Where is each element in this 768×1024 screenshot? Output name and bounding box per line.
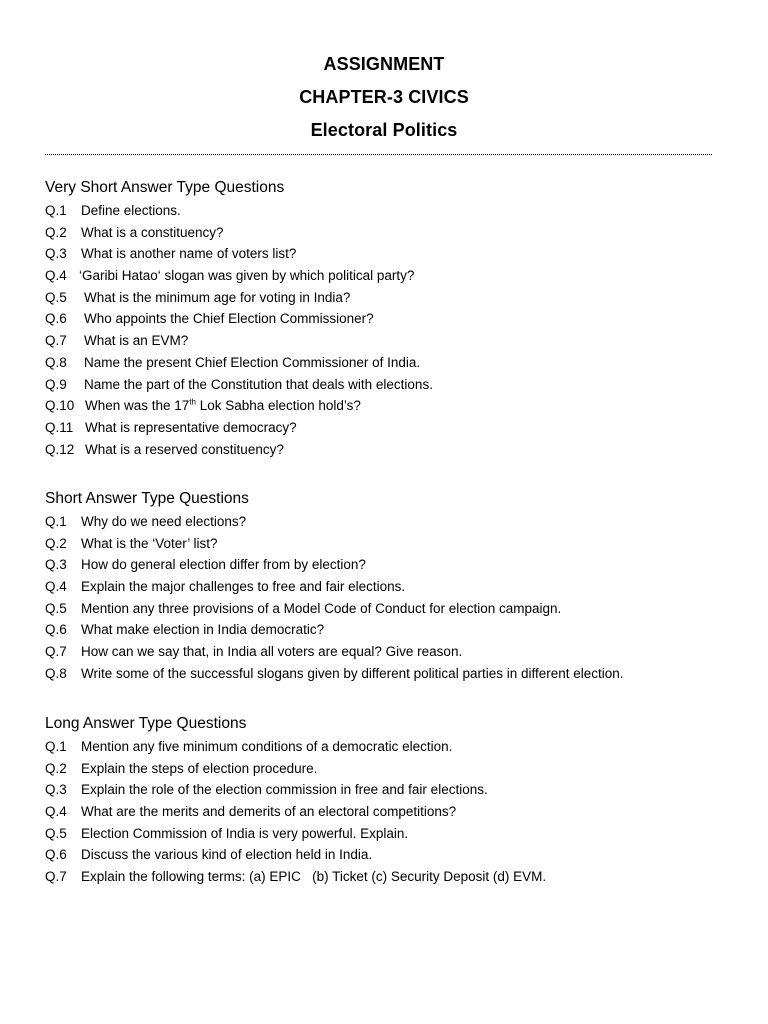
question-number: Q.7 bbox=[45, 644, 67, 660]
question-number: Q.4 bbox=[45, 268, 67, 284]
question-number: Q.8 bbox=[45, 665, 67, 681]
question-number: Q.2 bbox=[45, 760, 67, 776]
question-number: Q.5 bbox=[45, 600, 67, 616]
question-text: Write some of the successful slogans given by different political parties in different election. bbox=[81, 665, 624, 681]
question-item bbox=[45, 619, 745, 641]
question-item bbox=[45, 554, 745, 576]
question-text: How do general election differ from by election? bbox=[81, 557, 366, 573]
question-number: Q.6 bbox=[45, 847, 67, 863]
question-text: Explain the steps of election procedure. bbox=[81, 760, 318, 776]
document-header bbox=[0, 48, 768, 147]
question-number: Q.9 bbox=[45, 376, 67, 392]
question-text: Mention any five minimum conditions of a democratic election. bbox=[81, 739, 453, 754]
question-number: Q.3 bbox=[45, 246, 67, 262]
question-number: Q.2 bbox=[45, 224, 67, 240]
question-item bbox=[45, 352, 745, 374]
question-item bbox=[45, 576, 745, 598]
dotted-divider bbox=[45, 154, 712, 155]
question-number: Q.8 bbox=[45, 354, 67, 370]
question-item bbox=[45, 439, 745, 461]
question-item bbox=[45, 395, 745, 417]
question-text: What make election in India democratic? bbox=[81, 622, 325, 638]
topic-title: Electoral Politics bbox=[310, 120, 458, 140]
question-text: What is an EVM? bbox=[84, 333, 189, 349]
question-text: When was the 17th Lok Sabha election hold’s? bbox=[85, 397, 361, 414]
question-number: Q.7 bbox=[45, 869, 67, 885]
question-item bbox=[45, 758, 745, 780]
question-text: How can we say that, in India all voters are equal? Give reason. bbox=[81, 644, 463, 660]
question-item bbox=[45, 243, 745, 265]
question-text: Who appoints the Chief Election Commissioner? bbox=[84, 311, 374, 327]
question-item bbox=[45, 374, 745, 396]
question-item bbox=[45, 801, 745, 823]
question-item bbox=[45, 308, 745, 330]
question-text: What is another name of voters list? bbox=[81, 246, 297, 262]
question-number: Q.5 bbox=[45, 825, 67, 841]
question-number: Q.4 bbox=[45, 804, 67, 820]
question-item bbox=[45, 844, 745, 866]
question-number: Q.2 bbox=[45, 535, 67, 551]
question-text: Election Commission of India is very powerful. Explain. bbox=[81, 825, 409, 841]
question-number: Q.1 bbox=[45, 514, 67, 529]
question-item bbox=[45, 823, 745, 845]
question-item bbox=[45, 779, 745, 801]
question-text: Discuss the various kind of election held in India. bbox=[81, 847, 373, 863]
section-title: Very Short Answer Type Questions bbox=[45, 179, 285, 196]
question-item bbox=[45, 222, 745, 244]
question-text: Mention any three provisions of a Model Code of Conduct for election campaign. bbox=[81, 600, 562, 616]
question-number: Q.6 bbox=[45, 622, 67, 638]
question-text: Why do we need elections? bbox=[81, 514, 247, 529]
question-item bbox=[45, 200, 745, 222]
question-number: Q.3 bbox=[45, 782, 67, 798]
question-number: Q.6 bbox=[45, 311, 67, 327]
question-text: ‘Garibi Hatao‘ slogan was given by which political party? bbox=[79, 268, 415, 284]
question-item bbox=[45, 866, 745, 888]
question-item bbox=[45, 287, 745, 309]
question-text: What is the minimum age for voting in India? bbox=[84, 289, 351, 305]
question-item bbox=[45, 533, 745, 555]
question-text: What is a reserved constituency? bbox=[85, 441, 284, 457]
question-number: Q.4 bbox=[45, 579, 67, 595]
question-number: Q.11 bbox=[45, 419, 74, 435]
section-title: Short Answer Type Questions bbox=[45, 490, 249, 507]
question-number: Q.3 bbox=[45, 557, 67, 573]
question-text: Explain the major challenges to free and fair elections. bbox=[81, 579, 406, 595]
assignment-title: ASSIGNMENT bbox=[323, 54, 445, 74]
question-number: Q.5 bbox=[45, 289, 67, 305]
section-long-answer bbox=[45, 713, 745, 888]
question-text: What is a constituency? bbox=[81, 224, 224, 240]
question-text: Name the present Chief Election Commissioner of India. bbox=[84, 354, 421, 370]
question-item bbox=[45, 736, 745, 758]
question-text: Name the part of the Constitution that deals with elections. bbox=[84, 376, 433, 392]
section-short-answer bbox=[45, 488, 745, 685]
question-number: Q.10 bbox=[45, 398, 75, 414]
question-text: Define elections. bbox=[81, 203, 181, 218]
question-text: Explain the following terms: (a) EPIC (b) Ticket (c) Security Deposit (d) EVM. bbox=[81, 869, 547, 885]
question-item bbox=[45, 265, 745, 287]
question-text: What is the ‘Voter’ list? bbox=[81, 535, 218, 551]
chapter-title: CHAPTER-3 CIVICS bbox=[299, 87, 469, 107]
question-text: Explain the role of the election commission in free and fair elections. bbox=[81, 782, 488, 798]
question-number: Q.7 bbox=[45, 333, 67, 349]
question-item bbox=[45, 417, 745, 439]
question-item bbox=[45, 330, 745, 352]
question-text: What are the merits and demerits of an electoral competitions? bbox=[81, 804, 457, 820]
section-very-short-answer bbox=[45, 177, 745, 460]
question-number: Q.12 bbox=[45, 441, 75, 457]
question-item bbox=[45, 511, 745, 533]
question-item bbox=[45, 663, 745, 685]
question-text: What is representative democracy? bbox=[85, 419, 297, 435]
question-number: Q.1 bbox=[45, 739, 67, 754]
question-number: Q.1 bbox=[45, 203, 67, 218]
section-title: Long Answer Type Questions bbox=[45, 715, 247, 732]
question-item bbox=[45, 598, 745, 620]
question-item bbox=[45, 641, 745, 663]
